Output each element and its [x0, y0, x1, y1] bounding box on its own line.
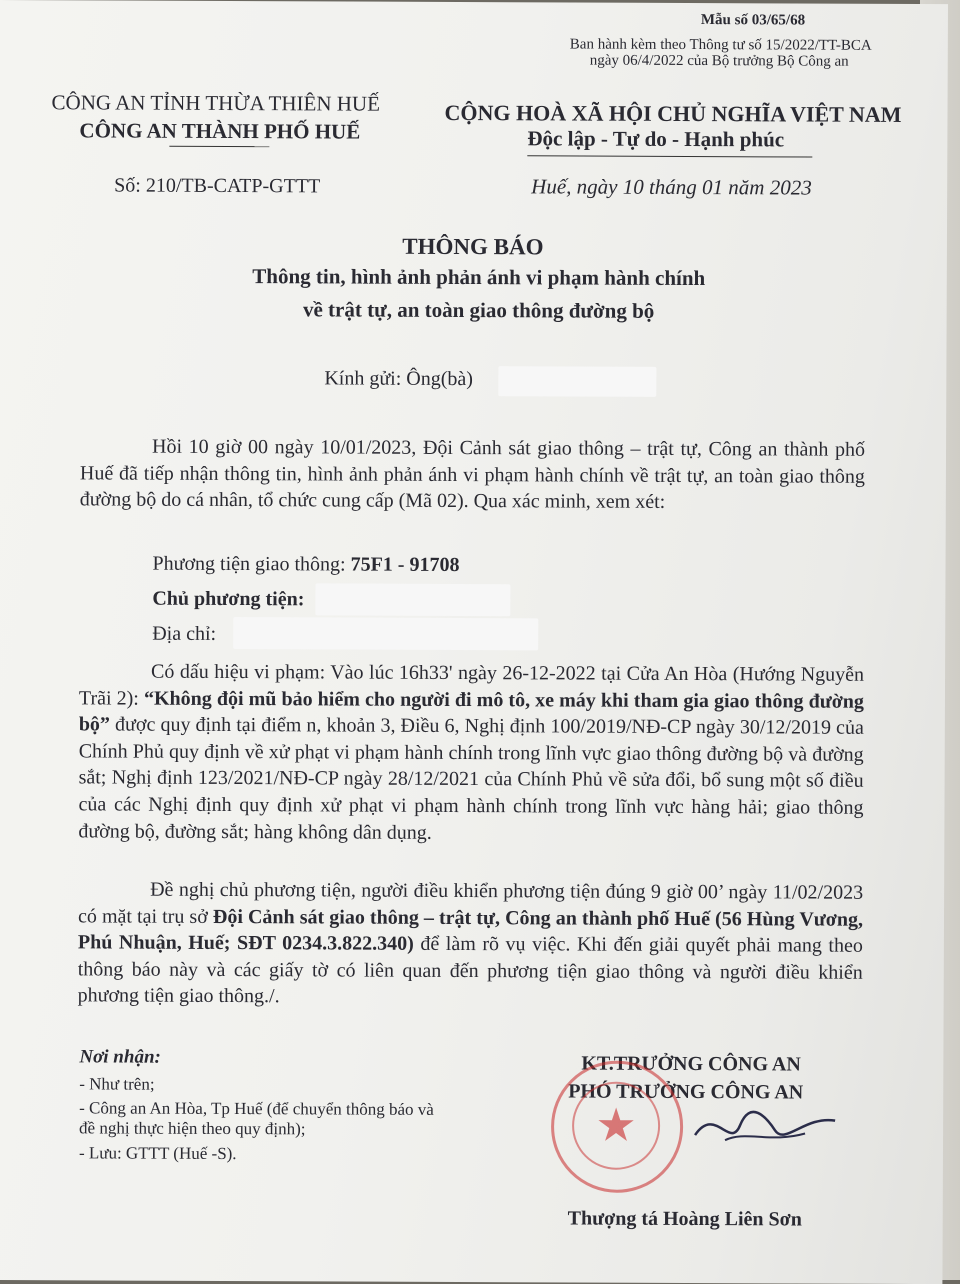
paragraph-reception-text: Hồi 10 giờ 00 ngày 10/01/2023, Đội Cảnh sát giao thông – trật tự, Công an thành phố Huế đã tiếp nhận thông tin, hình ảnh phản ánh vi phạm hành chính về trật tự, an toàn giao thông đường bộ do cá nhân, tổ chức cung cấp (Mã 02). Qua xác minh, xem xét:	[79, 435, 866, 514]
vehicle-label: Phương tiện giao thông:	[152, 552, 346, 576]
signature-line-1: KT.TRƯỞNG CÔNG AN	[581, 1052, 801, 1076]
request-rest: để làm rõ vụ việc. Khi đến giải quyết phải mang theo thông báo này và các giấy tờ có liên quan đến phương tiện giao thông và người điều khiển phương tiện giao thông./.	[77, 933, 863, 1008]
paragraph-request	[78, 876, 864, 1012]
paragraph-reception	[80, 433, 865, 516]
salutation: Kính gửi: Ông(bà)	[324, 367, 473, 391]
signer-name: Thượng tá Hoàng Liên Sơn	[567, 1207, 802, 1231]
recipients-heading: Nơi nhận:	[79, 1046, 161, 1068]
owner-label: Chủ phương tiện:	[152, 587, 305, 611]
address-label: Địa chỉ:	[152, 622, 217, 645]
vehicle-row	[152, 551, 459, 579]
request-location: Đội Cảnh sát giao thông – trật tự, Công an thành phố Huế (56 Hùng Vương, Phú Nhuận, Huế; SĐT 0234.3.822.340)	[77, 905, 864, 956]
agency-parent: CÔNG AN TỈNH THỪA THIÊN HUẾ	[51, 90, 380, 116]
motto: Độc lập - Tự do - Hạnh phúc	[527, 126, 785, 152]
agency-underline	[169, 146, 269, 147]
agency-name: CÔNG AN THÀNH PHỐ HUẾ	[79, 118, 361, 144]
form-issued-line-2: ngày 06/4/2022 của Bộ trưởng Bộ Công an	[589, 52, 849, 70]
owner-row	[152, 586, 304, 613]
vehicle-plate: 75F1 - 91708	[350, 553, 460, 577]
redacted-address	[233, 617, 538, 650]
document-subtitle-2: về trật tự, an toàn giao thông đường bộ	[302, 297, 655, 323]
place-date: Huế, ngày 10 tháng 01 năm 2023	[531, 174, 812, 200]
document-number: Số: 210/TB-CATP-GTTT	[114, 174, 321, 198]
document-subtitle-1: Thông tin, hình ảnh phản ánh vi phạm hành chính	[252, 264, 706, 291]
motto-underline	[527, 155, 812, 157]
document-title: THÔNG BÁO	[402, 233, 544, 260]
violation-intro: Có dấu hiệu vi phạm: Vào lúc 16h33' ngày 26-12-2022 tại Cửa An Hòa (Hướng Nguyễn Trãi 2):	[78, 660, 865, 710]
official-seal-inner	[572, 1082, 660, 1170]
redacted-name	[498, 366, 656, 397]
nation-title: CỘNG HOÀ XÃ HỘI CHỦ NGHĨA VIỆT NAM	[444, 99, 902, 127]
recipients-item: đề nghị thực hiện theo quy định);	[79, 1118, 306, 1139]
handwritten-signature	[685, 1095, 845, 1166]
form-number: Mẫu số 03/65/68	[700, 12, 806, 29]
signature-line-2: PHÓ TRƯỞNG CÔNG AN	[568, 1080, 804, 1104]
recipients-item: - Như trên;	[79, 1074, 155, 1094]
address-row	[152, 621, 216, 648]
seal-star-icon: ★	[595, 1097, 637, 1152]
paragraph-violation	[78, 658, 864, 848]
official-seal	[551, 1060, 684, 1193]
form-issued-line-1: Ban hành kèm theo Thông tư số 15/2022/TT-BCA	[569, 36, 872, 54]
redacted-owner	[315, 583, 510, 616]
recipients-item: - Lưu: GTTT (Huế -S).	[78, 1143, 237, 1164]
violation-description: “Không đội mũ bảo hiểm cho người đi mô tô, xe máy khi tham gia giao thông đường bộ”	[78, 687, 864, 736]
recipients-item: - Công an An Hòa, Tp Huế (để chuyển thông báo và	[79, 1098, 434, 1119]
request-intro: Đề nghị chủ phương tiện, người điều khiển phương tiện đúng 9 giờ 00’ ngày 11/02/2023 có mặt tại trụ sở	[77, 878, 864, 928]
violation-legal-basis: được quy định tại điểm n, khoản 3, Điều 6, Nghị định 100/2019/NĐ-CP ngày 30/12/2019 của Chính Phủ quy định về xử phạt vi phạm hành chính trong lĩnh vực giao thông đường bộ và đường sắt; Nghị định 123/2021/NĐ-CP ngày 28/12/2021 của Chính Phủ về sửa đổi, bổ sung một số điều của các Nghị định quy định xử phạt vi phạm hành chính trong lĩnh vực hàng hải; giao thông đường bộ, đường sắt; hàng không dân dụng.	[78, 713, 864, 844]
